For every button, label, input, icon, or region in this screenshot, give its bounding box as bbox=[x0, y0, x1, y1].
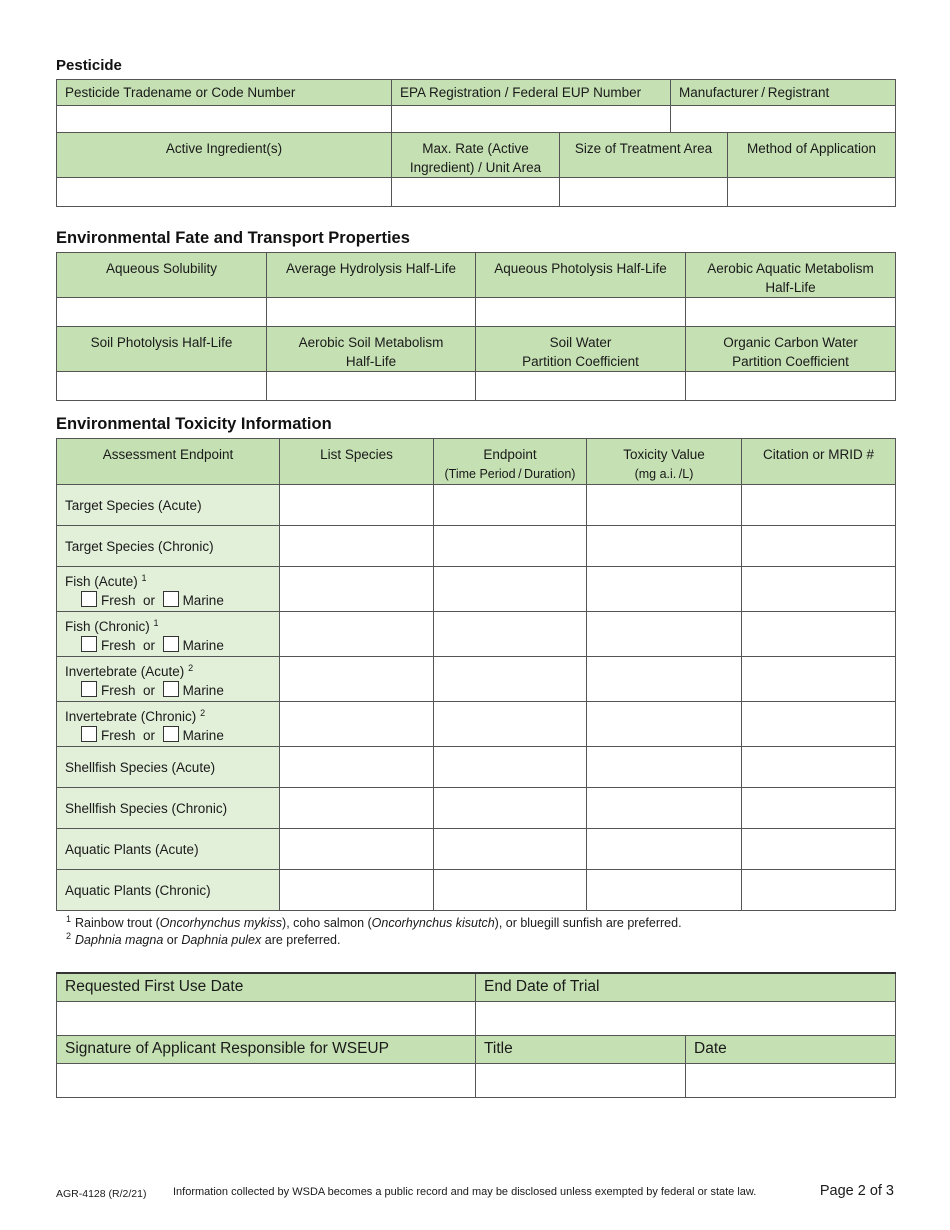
species-field[interactable] bbox=[280, 870, 434, 911]
table-row bbox=[57, 567, 896, 612]
fresh-checkbox[interactable] bbox=[81, 591, 97, 607]
active-ingredients-header: Active Ingredient(s) bbox=[57, 133, 392, 178]
invertebrate-chronic-label: Invertebrate (Chronic) $^2$ Fresh or Marine bbox=[57, 702, 280, 747]
fresh-checkbox[interactable] bbox=[81, 726, 97, 742]
toxicity-value-field[interactable] bbox=[587, 788, 742, 829]
hydrolysis-header: Average Hydrolysis Half-Life bbox=[267, 253, 476, 298]
citation-field[interactable] bbox=[742, 702, 896, 747]
endpoint-field[interactable] bbox=[434, 612, 587, 657]
endpoint-field[interactable] bbox=[434, 788, 587, 829]
table-row bbox=[57, 829, 896, 870]
epa-registration-field[interactable] bbox=[392, 106, 671, 133]
first-use-date-field[interactable] bbox=[57, 1001, 476, 1035]
citation-field[interactable] bbox=[742, 485, 896, 526]
marine-checkbox[interactable] bbox=[163, 681, 179, 697]
toxicity-value-field[interactable] bbox=[587, 612, 742, 657]
hydrolysis-field[interactable] bbox=[267, 298, 476, 327]
aerobic-aquatic-header: Aerobic Aquatic Metabolism Half-Life bbox=[686, 253, 896, 298]
footnote-1: $^1$ Rainbow trout (Oncorhynchus mykiss), coho salmon (Oncorhynchus kisutch), or bluegill sunfish are preferred. bbox=[66, 914, 682, 930]
organic-carbon-header: Organic Carbon Water Partition Coefficient bbox=[686, 327, 896, 372]
table-row bbox=[57, 485, 896, 526]
table-row bbox=[57, 747, 896, 788]
invertebrate-acute-label: Invertebrate (Acute) $^2$ Fresh or Marine bbox=[57, 657, 280, 702]
table-row bbox=[57, 702, 896, 747]
toxicity-value-field[interactable] bbox=[587, 870, 742, 911]
tradename-header: Pesticide Tradename or Code Number bbox=[57, 80, 392, 106]
shellfish-acute-label: Shellfish Species (Acute) bbox=[57, 747, 280, 788]
species-field[interactable] bbox=[280, 567, 434, 612]
treatment-area-header: Size of Treatment Area bbox=[560, 133, 728, 178]
soil-water-header: Soil Water Partition Coefficient bbox=[476, 327, 686, 372]
date-header: Date bbox=[686, 1035, 896, 1063]
citation-field[interactable] bbox=[742, 829, 896, 870]
max-rate-header: Max. Rate (Active Ingredient) / Unit Area bbox=[392, 133, 560, 178]
first-use-date-header: Requested First Use Date bbox=[57, 973, 476, 1001]
table-row bbox=[57, 526, 896, 567]
citation-header: Citation or MRID # bbox=[742, 439, 896, 485]
endpoint-field[interactable] bbox=[434, 526, 587, 567]
fate-section-title: Environmental Fate and Transport Properties bbox=[56, 229, 410, 247]
title-field[interactable] bbox=[476, 1063, 686, 1097]
manufacturer-header: Manufacturer / Registrant bbox=[671, 80, 896, 106]
list-species-header: List Species bbox=[280, 439, 434, 485]
marine-checkbox[interactable] bbox=[163, 726, 179, 742]
fish-chronic-label: Fish (Chronic) $^1$ Fresh or Marine bbox=[57, 612, 280, 657]
fresh-checkbox[interactable] bbox=[81, 681, 97, 697]
toxicity-value-header: Toxicity Value (mg a.i. /L) bbox=[587, 439, 742, 485]
title-header: Title bbox=[476, 1035, 686, 1063]
soil-photolysis-field[interactable] bbox=[57, 372, 267, 401]
date-field[interactable] bbox=[686, 1063, 896, 1097]
plants-acute-label: Aquatic Plants (Acute) bbox=[57, 829, 280, 870]
public-record-notice: Information collected by WSDA becomes a public record and may be disclosed unless exempted by federal or state law. bbox=[173, 1186, 757, 1198]
pesticide-section-title: Pesticide bbox=[56, 57, 122, 74]
toxicity-table bbox=[56, 438, 896, 911]
soil-photolysis-header: Soil Photolysis Half-Life bbox=[57, 327, 267, 372]
species-field[interactable] bbox=[280, 526, 434, 567]
citation-field[interactable] bbox=[742, 526, 896, 567]
target-chronic-label: Target Species (Chronic) bbox=[57, 526, 280, 567]
toxicity-value-field[interactable] bbox=[587, 567, 742, 612]
footnote-2: $^2$ Daphnia magna or Daphnia pulex are preferred. bbox=[66, 931, 341, 947]
citation-field[interactable] bbox=[742, 870, 896, 911]
species-field[interactable] bbox=[280, 702, 434, 747]
aqueous-solubility-header: Aqueous Solubility bbox=[57, 253, 267, 298]
fish-acute-label: Fish (Acute) $^1$ Fresh or Marine bbox=[57, 567, 280, 612]
species-field[interactable] bbox=[280, 788, 434, 829]
endpoint-field[interactable] bbox=[434, 485, 587, 526]
toxicity-value-field[interactable] bbox=[587, 702, 742, 747]
species-field[interactable] bbox=[280, 657, 434, 702]
endpoint-field[interactable] bbox=[434, 829, 587, 870]
toxicity-section-title: Environmental Toxicity Information bbox=[56, 415, 332, 433]
plants-chronic-label: Aquatic Plants (Chronic) bbox=[57, 870, 280, 911]
citation-field[interactable] bbox=[742, 612, 896, 657]
signature-field[interactable] bbox=[57, 1063, 476, 1097]
soil-water-field[interactable] bbox=[476, 372, 686, 401]
endpoint-field[interactable] bbox=[434, 567, 587, 612]
marine-checkbox[interactable] bbox=[163, 636, 179, 652]
aerobic-soil-field[interactable] bbox=[267, 372, 476, 401]
manufacturer-field[interactable] bbox=[671, 106, 896, 133]
species-field[interactable] bbox=[280, 612, 434, 657]
pesticide-table bbox=[56, 79, 896, 207]
method-field[interactable] bbox=[728, 178, 896, 207]
toxicity-value-field[interactable] bbox=[587, 485, 742, 526]
table-row bbox=[57, 870, 896, 911]
target-acute-label: Target Species (Acute) bbox=[57, 485, 280, 526]
toxicity-value-field[interactable] bbox=[587, 747, 742, 788]
endpoint-field[interactable] bbox=[434, 702, 587, 747]
method-header: Method of Application bbox=[728, 133, 896, 178]
organic-carbon-field[interactable] bbox=[686, 372, 896, 401]
marine-checkbox[interactable] bbox=[163, 591, 179, 607]
aqueous-photolysis-header: Aqueous Photolysis Half-Life bbox=[476, 253, 686, 298]
assessment-endpoint-header: Assessment Endpoint bbox=[57, 439, 280, 485]
endpoint-header: Endpoint (Time Period / Duration) bbox=[434, 439, 587, 485]
tradename-field[interactable] bbox=[57, 106, 392, 133]
aqueous-photolysis-field[interactable] bbox=[476, 298, 686, 327]
shellfish-chronic-label: Shellfish Species (Chronic) bbox=[57, 788, 280, 829]
end-date-field[interactable] bbox=[476, 1001, 896, 1035]
toxicity-value-field[interactable] bbox=[587, 829, 742, 870]
max-rate-field[interactable] bbox=[392, 178, 560, 207]
treatment-area-field[interactable] bbox=[560, 178, 728, 207]
page-number: Page 2 of 3 bbox=[819, 1183, 894, 1199]
endpoint-field[interactable] bbox=[434, 870, 587, 911]
citation-field[interactable] bbox=[742, 657, 896, 702]
endpoint-field[interactable] bbox=[434, 747, 587, 788]
end-date-header: End Date of Trial bbox=[476, 973, 896, 1001]
toxicity-value-field[interactable] bbox=[587, 657, 742, 702]
table-row bbox=[57, 788, 896, 829]
endpoint-field[interactable] bbox=[434, 657, 587, 702]
species-field[interactable] bbox=[280, 829, 434, 870]
citation-field[interactable] bbox=[742, 567, 896, 612]
toxicity-value-field[interactable] bbox=[587, 526, 742, 567]
table-row bbox=[57, 657, 896, 702]
signoff-table bbox=[56, 972, 896, 1098]
signature-header: Signature of Applicant Responsible for WSEUP bbox=[57, 1035, 476, 1063]
epa-registration-header: EPA Registration / Federal EUP Number bbox=[392, 80, 671, 106]
table-row bbox=[57, 612, 896, 657]
active-ingredients-field[interactable] bbox=[57, 178, 392, 207]
fate-table bbox=[56, 252, 896, 401]
species-field[interactable] bbox=[280, 485, 434, 526]
fresh-checkbox[interactable] bbox=[81, 636, 97, 652]
aqueous-solubility-field[interactable] bbox=[57, 298, 267, 327]
citation-field[interactable] bbox=[742, 747, 896, 788]
aerobic-aquatic-field[interactable] bbox=[686, 298, 896, 327]
aerobic-soil-header: Aerobic Soil Metabolism Half-Life bbox=[267, 327, 476, 372]
citation-field[interactable] bbox=[742, 788, 896, 829]
form-id: AGR-4128 (R/2/21) bbox=[56, 1188, 147, 1200]
species-field[interactable] bbox=[280, 747, 434, 788]
